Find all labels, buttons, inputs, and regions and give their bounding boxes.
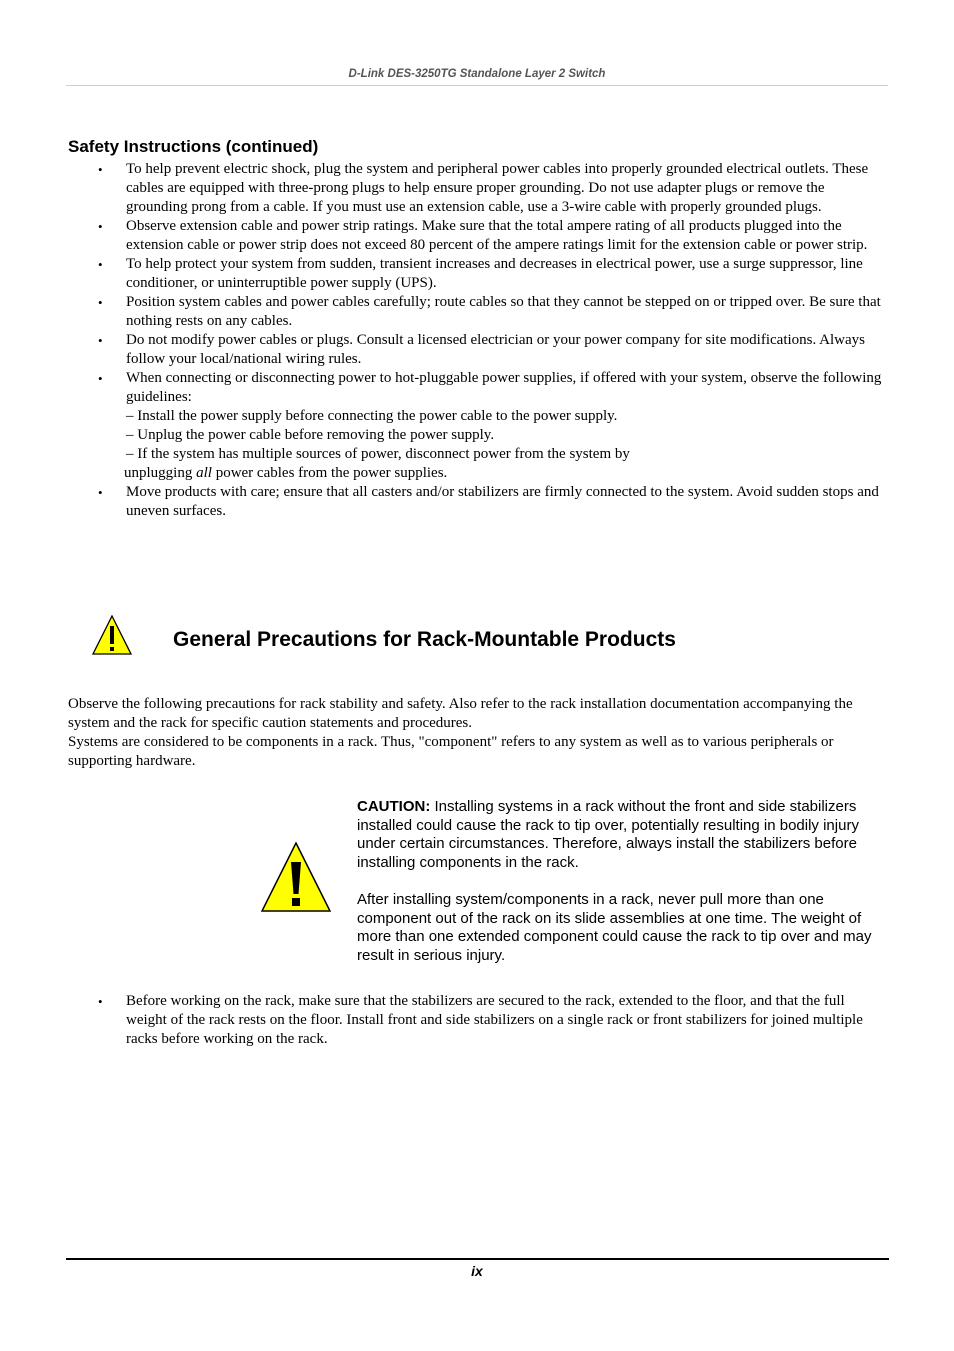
warning-triangle-icon	[92, 615, 132, 655]
rack-heading: General Precautions for Rack-Mountable Products	[173, 628, 676, 651]
hotplug-guideline: – Install the power supply before connecting the power cable to the power supply.	[126, 408, 618, 424]
list-item	[0, 992, 886, 1049]
hotplug-emphasis: all	[196, 465, 212, 481]
bullet-icon: •	[98, 994, 103, 1009]
hotplug-intro: When connecting or disconnecting power to hot-pluggable power supplies, if offered with your system, observe the following guidelines:	[126, 370, 882, 405]
bullet-icon: •	[98, 162, 103, 177]
warning-triangle-icon	[261, 842, 331, 912]
hotplug-text: unplugging	[124, 465, 197, 481]
list-item-text: To help protect your system from sudden, transient increases and decreases in electrical power, use a surge suppressor, line conditioner, or uninterruptible power supply (UPS).	[126, 256, 863, 291]
rack-intro-paragraph: Observe the following precautions for rack stability and safety. Also refer to the rack installation documentation accompanying the system and the rack for specific caution statements and procedures.	[68, 696, 853, 731]
list-item-hotplug	[0, 369, 886, 483]
caution-paragraph-2: After installing system/components in a rack, never pull more than one component out of the rack on its slide assemblies at one time. The weight of more than one extended component could cause the rack to tip over and may result in serious injury.	[357, 891, 872, 964]
hotplug-guideline-cont	[124, 464, 886, 483]
footer-divider	[66, 1258, 889, 1260]
bullet-icon: •	[98, 257, 103, 272]
list-item	[0, 293, 886, 331]
list-item-text: To help prevent electric shock, plug the system and peripheral power cables into properly grounded electrical outlets. These cables are equipped with three-prong plugs to help ensure proper grounding. Do not use adapter plugs or remove the grounding prong from a cable. If you must use an extension cable, use a 3-wire cable with properly grounded plugs.	[126, 161, 869, 215]
safety-heading: Safety Instructions (continued)	[68, 137, 319, 156]
list-item-text: Move products with care; ensure that all casters and/or stabilizers are firmly connected to the system. Avoid sudden stops and uneven surfaces.	[126, 484, 879, 519]
list-item	[0, 483, 886, 521]
list-item	[0, 255, 886, 293]
page-number: ix	[471, 1263, 483, 1279]
bullet-icon: •	[98, 295, 103, 310]
caution-paragraph	[357, 798, 892, 872]
running-header: D-Link DES-3250TG Standalone Layer 2 Switch	[348, 68, 606, 80]
list-item-text: Position system cables and power cables carefully; route cables so that they cannot be stepped on or tripped over. Be sure that nothing rests on any cables.	[126, 294, 881, 329]
list-item-text: Before working on the rack, make sure that the stabilizers are secured to the rack, extended to the floor, and that the full weight of the rack rests on the floor. Install front and side stabilizers on a single rack or front stabilizers for joined multiple racks before working on the rack.	[126, 993, 863, 1047]
list-item-text: Observe extension cable and power strip ratings. Make sure that the total ampere rating of all products plugged into the extension cable or power strip does not exceed 80 percent of the ampere ratings limit for the extension cable or power strip.	[126, 218, 868, 253]
hotplug-guideline: – If the system has multiple sources of power, disconnect power from the system by	[126, 446, 630, 462]
list-item-text: Do not modify power cables or plugs. Consult a licensed electrician or your power company for site modifications. Always follow your local/national wiring rules.	[126, 332, 865, 367]
list-item	[0, 217, 886, 255]
rack-component-paragraph: Systems are considered to be components in a rack. Thus, "component" refers to any system as well as to various peripherals or supporting hardware.	[68, 734, 834, 769]
caution-label: CAUTION:	[357, 798, 431, 815]
bullet-icon: •	[98, 333, 103, 348]
safety-bullet-list	[0, 160, 954, 521]
caution-block	[357, 798, 892, 965]
bullet-icon: •	[98, 485, 103, 500]
hotplug-text: power cables from the power supplies.	[211, 465, 448, 481]
bullet-icon: •	[98, 371, 103, 386]
header-divider	[66, 85, 888, 86]
bullet-icon: •	[98, 219, 103, 234]
list-item	[0, 331, 886, 369]
list-item	[0, 160, 886, 217]
rack-bullet-list	[0, 992, 954, 1049]
caution-text: Installing systems in a rack without the front and side stabilizers installed could cause the rack to tip over, potentially resulting in bodily injury under certain circumstances. Therefore, always install the stabilizers before installing components in the rack.	[357, 798, 859, 871]
hotplug-guideline: – Unplug the power cable before removing the power supply.	[126, 427, 495, 443]
